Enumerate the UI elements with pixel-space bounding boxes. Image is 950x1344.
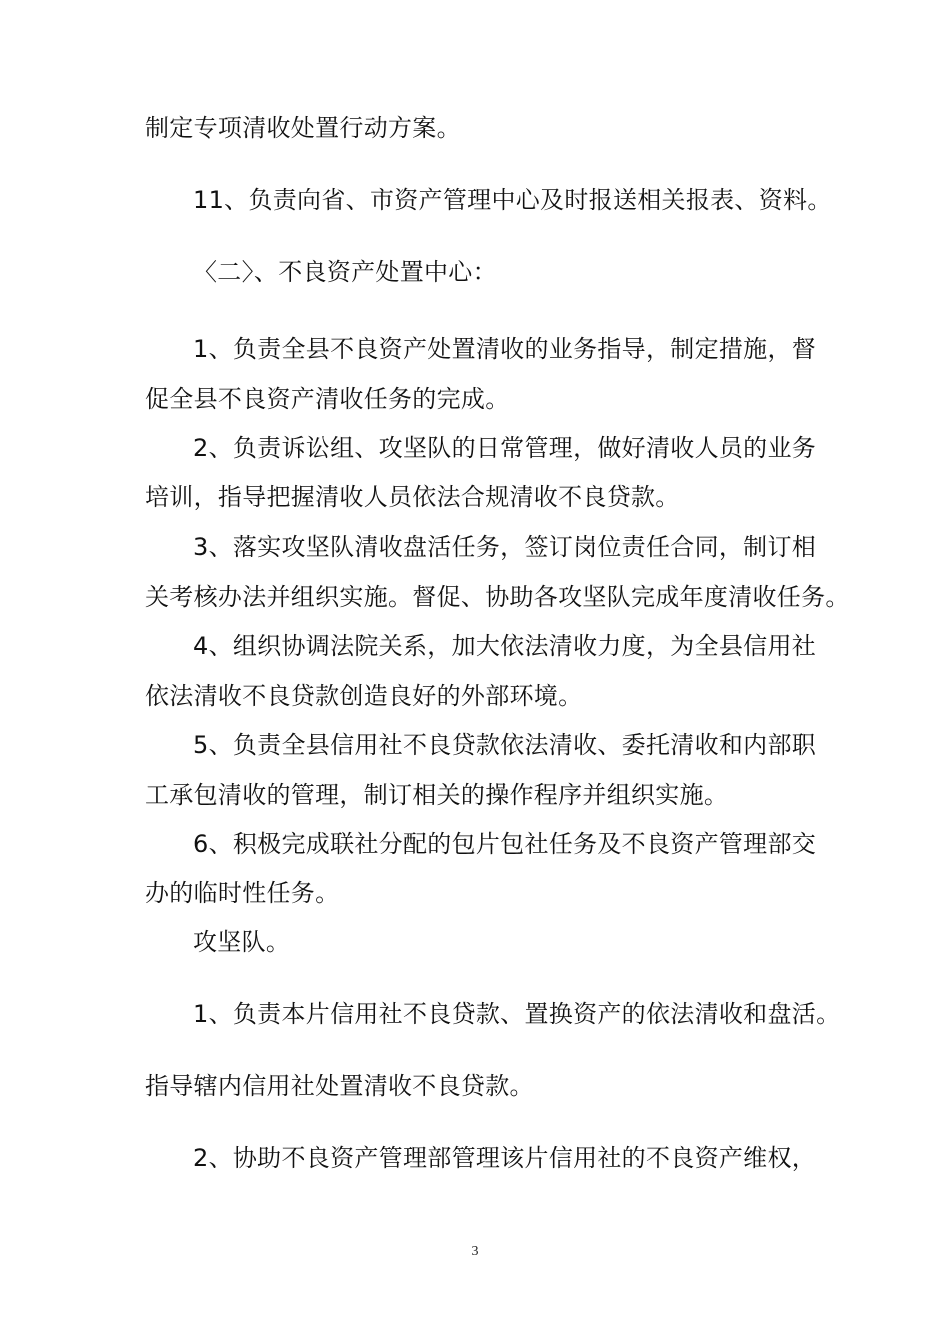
text-line: 工承包清收的管理，制订相关的操作程序并组织实施。 (145, 781, 729, 809)
text-line: 1、负责全县不良资产处置清收的业务指导，制定措施，督 (193, 335, 817, 363)
text-line: 1、负责本片信用社不良贷款、置换资产的依法清收和盘活。 (193, 1000, 841, 1028)
text-line: 制定专项清收处置行动方案。 (145, 114, 461, 142)
text-line: 5、负责全县信用社不良贷款依法清收、委托清收和内部职 (193, 731, 817, 759)
text-line: 2、协助不良资产管理部管理该片信用社的不良资产维权， (193, 1144, 817, 1172)
text-line: 6、积极完成联社分配的包片包社任务及不良资产管理部交 (193, 830, 817, 858)
text-line: 培训，指导把握清收人员依法合规清收不良贷款。 (145, 483, 680, 511)
text-line: 办的临时性任务。 (145, 879, 340, 907)
text-line: 2、负责诉讼组、攻坚队的日常管理，做好清收人员的业务 (193, 434, 817, 462)
text-line: 3、落实攻坚队清收盘活任务，签订岗位责任合同，制订相 (193, 533, 817, 561)
text-line: 指导辖内信用社处置清收不良贷款。 (145, 1072, 534, 1100)
page-number: 3 (471, 1244, 479, 1259)
section-heading: 〈二〉、不良资产处置中心： (193, 258, 497, 286)
text-line: 关考核办法并组织实施。督促、协助各攻坚队完成年度清收任务。 (145, 583, 850, 611)
text-line: 4、组织协调法院关系，加大依法清收力度，为全县信用社 (193, 632, 817, 660)
text-line: 促全县不良资产清收任务的完成。 (145, 385, 510, 413)
text-line: 依法清收不良贷款创造良好的外部环境。 (145, 682, 583, 710)
text-line: 11、负责向省、市资产管理中心及时报送相关报表、资料。 (193, 186, 832, 214)
section-heading: 攻坚队。 (193, 928, 291, 956)
